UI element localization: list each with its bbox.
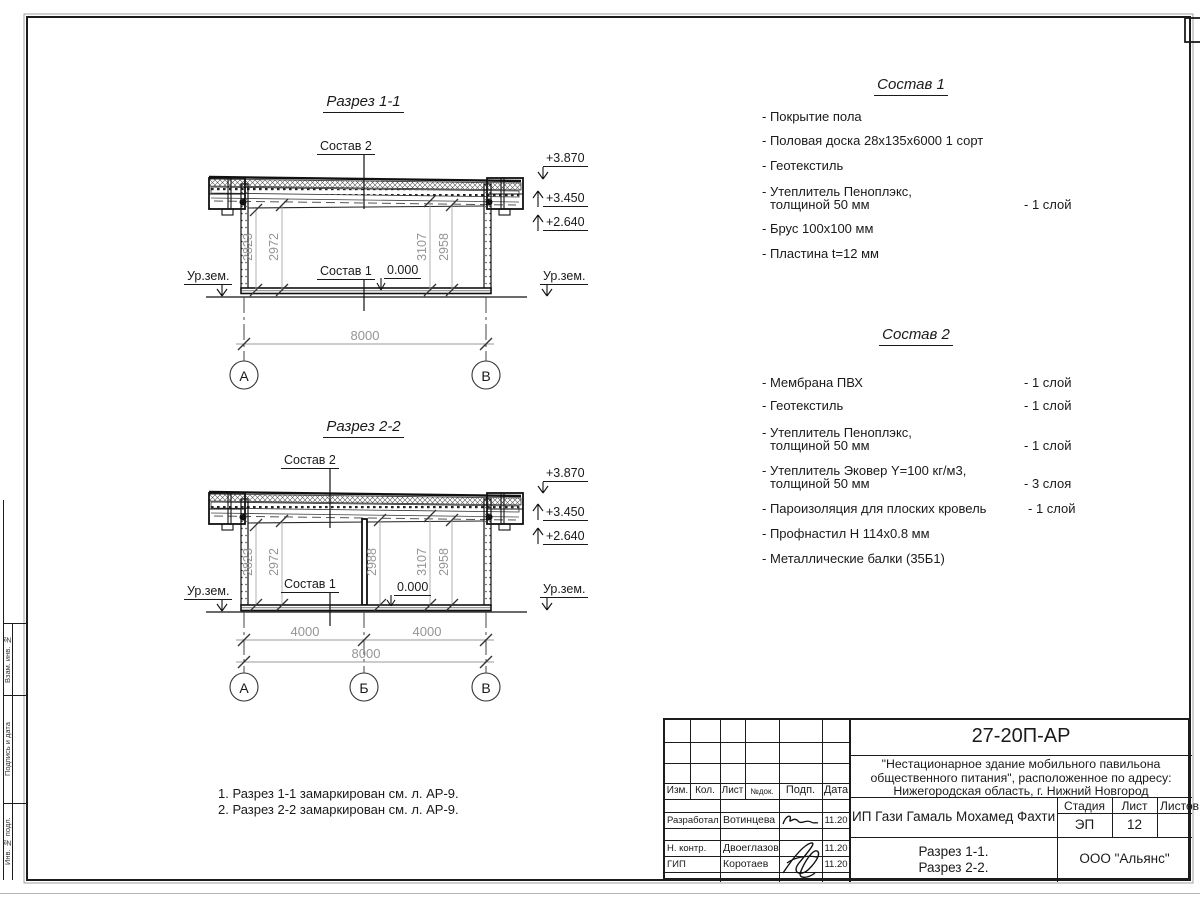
ground-mark-left (217, 284, 227, 296)
sostav2-item-qty: - 1 слой (1024, 398, 1072, 413)
section1-axis-A: А (239, 368, 249, 384)
sostav2-item-qty: - 1 слой (1024, 438, 1072, 453)
sostav2-item-line2: толщиной 50 мм (770, 438, 870, 453)
section2-elev-top: +3.870 (546, 466, 588, 482)
sostav2-item-line2: толщиной 50 мм (770, 476, 870, 491)
org-name: ООО "Альянс" (1079, 851, 1170, 866)
sostav2-item: - Утеплитель Эковер Y=100 кг/м3, (762, 463, 967, 478)
section2-elev-low: +2.640 (546, 529, 588, 545)
row3-role: ГИП (667, 859, 686, 870)
project-description (855, 758, 1187, 799)
sheet-value: 12 (1126, 817, 1143, 832)
col-ndok: №док. (750, 787, 774, 796)
section1-elev-low: +2.640 (546, 215, 588, 231)
sostav2-title: Состав 2 (860, 326, 975, 346)
section2-dim-3107: 3107 (415, 548, 429, 576)
row2-name: Двоеглазов (723, 842, 779, 854)
section1-ground-right: Ур.зем. (543, 269, 588, 285)
section1-elev-mid: +3.450 (546, 191, 588, 207)
col-kol: Кол. (695, 785, 715, 796)
col-podp: Подп. (785, 784, 816, 796)
sostav2-item: - Металлические балки (35Б1) (762, 551, 945, 566)
signature-scribble (777, 839, 825, 881)
sostav1-item-line2: толщиной 50 мм (770, 197, 870, 212)
section2-elev-mid: +3.450 (546, 505, 588, 521)
sostav1-item-qty: - 1 слой (1024, 197, 1072, 212)
sostav1-item: - Геотекстиль (762, 158, 844, 173)
col-data: Дата (823, 784, 849, 796)
section2-axis-B: Б (359, 680, 369, 696)
sostav2-item: - Пароизоляция для плоских кровель (762, 501, 987, 516)
doc-number: 27-20П-АР (971, 725, 1071, 747)
section2-dim-2823: 2823 (241, 548, 255, 576)
title-block (663, 718, 1199, 880)
section2-axis-A: А (239, 680, 249, 696)
section2-title: Разрез 2-2 (300, 418, 430, 438)
row2-date: 11.20 (824, 843, 848, 854)
section1-dim-2972: 2972 (267, 233, 281, 261)
stage-value: ЭП (1074, 817, 1095, 832)
ground-mark-right (542, 284, 552, 296)
ground-mark-right-2 (542, 597, 552, 610)
row1-name: Вотинцева (723, 814, 776, 826)
section1-dim-3107: 3107 (415, 233, 429, 261)
section-2-2-drawing (206, 468, 552, 701)
section1-ground-left: Ур.зем. (187, 269, 232, 285)
section2-dim-2972: 2972 (267, 548, 281, 576)
section2-dim-4000b: 4000 (412, 624, 442, 639)
ground-mark-left-2 (217, 599, 227, 611)
row2-role: Н. контр. (667, 843, 707, 854)
section2-dim-8000: 8000 (351, 646, 381, 661)
sheet-name-line1: Разрез 1-1. (918, 844, 989, 859)
sheets-label: Листов (1160, 799, 1199, 813)
section1-dim-2823: 2823 (241, 233, 255, 261)
section1-elev-top: +3.870 (546, 151, 588, 167)
sostav2-item: - Геотекстиль (762, 398, 844, 413)
side-stamp (3, 500, 27, 880)
sostav2-item: - Утеплитель Пеноплэкс, (762, 425, 912, 440)
project-line3: Нижегородская область, г. Нижний Новгород (893, 784, 1149, 798)
sheet-name-line2: Разрез 2-2. (918, 860, 989, 875)
section1-sostav2-label: Состав 2 (320, 139, 375, 155)
section2-zero-level: 0.000 (397, 580, 431, 596)
project-line2: общественного питания", расположенное по адресу: (870, 770, 1172, 785)
col-list: Лист (721, 785, 744, 796)
section1-sostav1-label: Состав 1 (320, 264, 375, 280)
sostav1-item: - Пластина t=12 мм (762, 246, 879, 261)
sostav2-item: - Профнастил Н 114х0.8 мм (762, 526, 930, 541)
row1-role: Разработал (667, 815, 719, 826)
sostav2-item-qty: - 1 слой (1028, 501, 1076, 516)
note-2: 2. Разрез 2-2 замаркирован см. л. АР-9. (218, 802, 459, 817)
corner-stamp-box (1185, 18, 1200, 42)
row3-date: 11.20 (824, 859, 848, 870)
row1-date: 11.20 (824, 815, 848, 826)
side-label-vzam: Взам. инв. № (3, 635, 12, 683)
section1-axis-B: В (481, 368, 491, 384)
section2-dim-2988: 2988 (365, 548, 379, 576)
section1-title: Разрез 1-1 (300, 93, 430, 113)
section-1-1-drawing (206, 154, 552, 389)
row3-name: Коротаев (723, 858, 769, 870)
section2-dim-2958: 2958 (437, 548, 451, 576)
sostav1-item: - Покрытие пола (762, 109, 862, 124)
section1-dim-2958: 2958 (437, 233, 451, 261)
signature-votintseva (780, 813, 820, 828)
sostav2-item: - Мембрана ПВХ (762, 375, 863, 390)
stage-label: Стадия (1064, 799, 1105, 813)
side-label-podpis: Подпись и дата (3, 722, 12, 776)
section1-dim-8000: 8000 (350, 328, 380, 343)
side-label-inv: Инв. № подл. (3, 817, 12, 866)
wall-right (484, 184, 491, 290)
client-name: ИП Гази Гамаль Мохамед Фахти (852, 809, 1056, 824)
section2-dim-4000a: 4000 (290, 624, 320, 639)
note-1: 1. Разрез 1-1 замаркирован см. л. АР-9. (218, 786, 459, 801)
wall-right-2 (484, 499, 491, 605)
sostav1-title: Состав 1 (855, 76, 970, 96)
section2-sostav1-label: Состав 1 (284, 577, 339, 593)
project-line1: "Нестационарное здание мобильного павильона (881, 757, 1161, 771)
section2-ground-left: Ур.зем. (187, 584, 232, 600)
section2-ground-right: Ур.зем. (543, 582, 588, 598)
grid-axes-2 (244, 612, 486, 673)
section1-zero-level: 0.000 (387, 263, 421, 279)
sostav1-item: - Брус 100х100 мм (762, 221, 874, 236)
sostav1-item: - Половая доска 28х135х6000 1 сорт (762, 133, 984, 148)
sheet-label: Лист (1121, 799, 1148, 813)
section2-axis-V: В (481, 680, 491, 696)
sostav2-item-qty: - 3 слоя (1024, 476, 1072, 491)
sostav2-item-qty: - 1 слой (1024, 375, 1072, 390)
sostav1-item: - Утеплитель Пеноплэкс, (762, 184, 912, 199)
col-izm: Изм. (666, 785, 689, 796)
section2-sostav2-label: Состав 2 (284, 453, 339, 469)
